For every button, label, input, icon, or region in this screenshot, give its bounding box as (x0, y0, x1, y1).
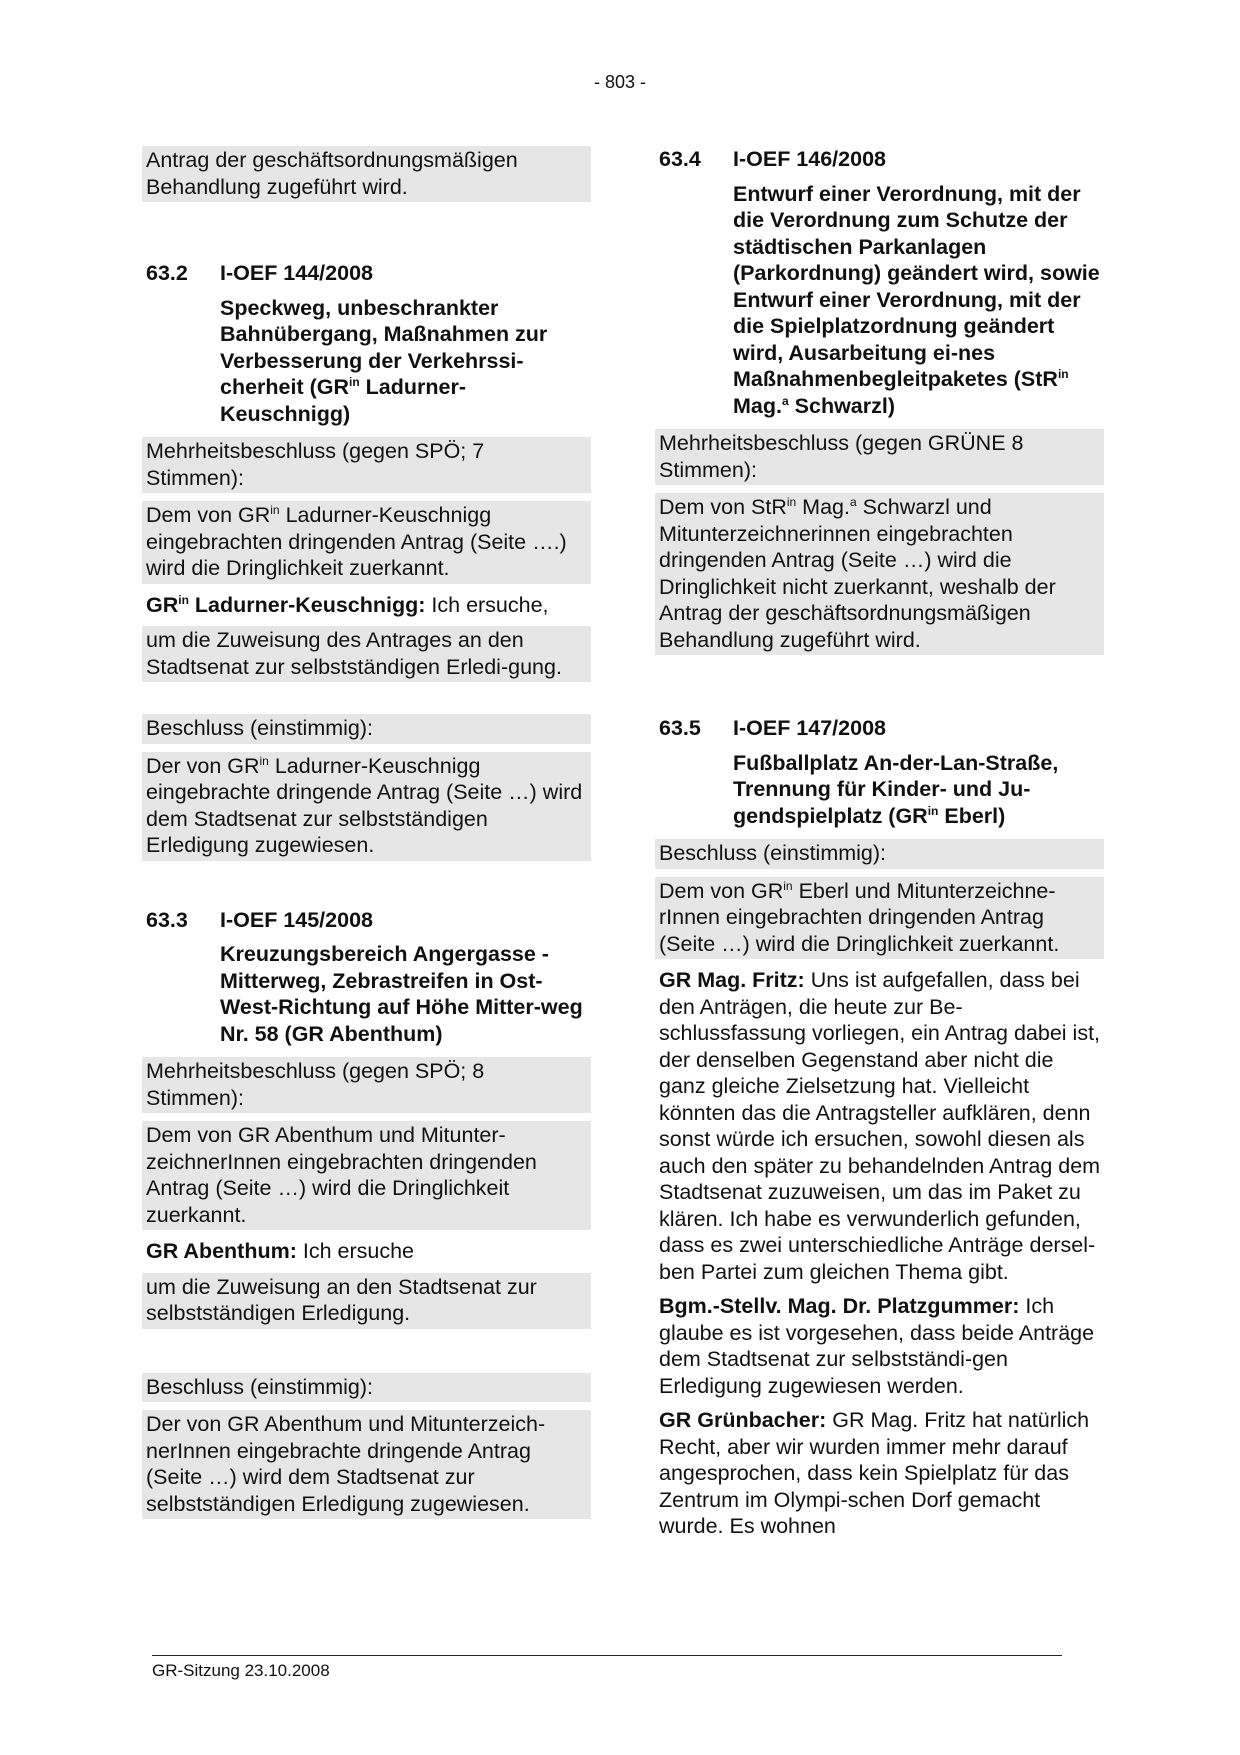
resolution-paragraph: Dem von StR$^{in}$ Mag.$^a$ Schwarzl und Mitunterzeichnerinnen eingebrachten dringenden Antrag (Seite …) wird die Dringlichkeit nicht zuerkannt, weshalb der Antrag der geschäftsordnungsmäßigen Behandlung zugeführt wird. (655, 493, 1104, 655)
page-number: - 803 - (593, 72, 647, 92)
section-title: Kreuzungsbereich Angergasse - Mitterweg, Zebrastreifen in Ost-West-Richtung auf Höhe Mitter-weg Nr. 58 (GR Abenthum) (220, 942, 583, 1046)
section-code: I-OEF 147/2008 (733, 716, 886, 740)
section-number: 63.5 (659, 716, 701, 740)
section-heading-63-4 (659, 146, 1104, 173)
section-heading-63-2 (146, 260, 591, 287)
vote-result: Mehrheitsbeschluss (gegen SPÖ; 7 Stimmen): (142, 437, 591, 493)
resolution-paragraph: Dem von $GR^{in}$ Eberl und Mitunterzeichne-rInnen eingebrachten dringenden Antrag (Seite …) wird die Dringlichkeit zuerkannt. (655, 877, 1104, 960)
speaker-statement: GR Grünbacher: GR Mag. Fritz hat natürlich Recht, aber wir wurden immer mehr darauf angesprochen, dass kein Spielplatz für das Zentrum im Olympi-schen Dorf gemacht wurde. Es wohnen (659, 1408, 1090, 1538)
left-column (146, 146, 591, 1519)
section-code: I-OEF 144/2008 (220, 261, 373, 285)
section-number: 63.4 (659, 147, 701, 171)
section-title: Speckweg, unbeschrankter Bahnübergang, Maßnahmen zur Verbesserung der Verkehrssi-cherheit ($GR^{in}$ Ladurner-Keuschnigg) (220, 295, 548, 426)
speaker-statement: $GR^{in}$ Ladurner-Keuschnigg: Ich ersuche, (146, 592, 549, 617)
resolution-paragraph: Der von GR Abenthum und Mitunterzeich-nerInnen eingebrachte dringende Antrag (Seite …) wird dem Stadtsenat zur selbstständigen Erledigung zugewiesen. (142, 1410, 591, 1519)
section-number: 63.3 (146, 907, 188, 932)
footer-rule (152, 1655, 1062, 1656)
vote-result: Mehrheitsbeschluss (gegen SPÖ; 8 Stimmen): (142, 1057, 591, 1113)
section-number: 63.2 (146, 261, 188, 285)
section-code: I-OEF 146/2008 (733, 147, 886, 171)
vote-result: Beschluss (einstimmig): (142, 714, 591, 744)
section-heading-63-5 (659, 715, 1104, 742)
vote-result: Mehrheitsbeschluss (gegen GRÜNE 8 Stimmen): (655, 429, 1104, 485)
section-code: I-OEF 145/2008 (220, 907, 373, 932)
section-title: Fußballplatz An-der-Lan-Straße, Trennung für Kinder- und Ju-gendspielplatz ($GR^{in}$ Eberl) (733, 750, 1059, 828)
resolution-paragraph: Der von $GR^{in}$ Ladurner-Keuschnigg eingebrachte dringende Antrag (Seite …) wird dem Stadtsenat zur selbstständigen Erledigung zugewiesen. (142, 752, 591, 861)
speaker-statement: GR Abenthum: Ich ersuche (146, 1239, 415, 1263)
right-column (659, 146, 1104, 1540)
footer-text: GR-Sitzung 23.10.2008 (152, 1661, 330, 1680)
section-heading-63-3 (146, 907, 591, 934)
request-paragraph: um die Zuweisung an den Stadtsenat zur selbstständigen Erledigung. (142, 1273, 591, 1329)
continuation-paragraph: Antrag der geschäftsordnungsmäßigen Behandlung zugeführt wird. (142, 146, 591, 202)
resolution-paragraph: Dem von $GR^{in}$ Ladurner-Keuschnigg eingebrachten dringenden Antrag (Seite ….) wird die Dringlichkeit zuerkannt. (142, 501, 591, 584)
section-title: Entwurf einer Verordnung, mit der die Verordnung zum Schutze der städtischen Parkanlagen (Parkordnung) geändert wird, sowie Entwurf einer Verordnung, mit der die Spielplatzordnung geändert wird, Ausarbeitung ei-nes Maßnahmenbegleitpaketes (StR$^{in}$ Mag.$^a$ Schwarzl) (733, 181, 1100, 418)
speaker-statement: Bgm.-Stellv. Mag. Dr. Platzgummer: Ich glaube es ist vorgesehen, dass beide Anträge dem Stadtsenat zur selbstständi-gen Erledigung zugewiesen werden. (659, 1294, 1095, 1398)
speaker-statement: GR Mag. Fritz: Uns ist aufgefallen, dass bei den Anträgen, die heute zur Be-schlussfassung vorliegen, ein Antrag dabei ist, der denselben Gegenstand aber nicht die ganz gleiche Zielsetzung hat. Vielleicht könnten das die Antragsteller aufklären, denn sonst würde ich ersuchen, sowohl diesen als auch den später zu behandelnden Antrag dem Stadtsenat zuzuweisen, um das im Paket zu klären. Ich habe es verwunderlich gefunden, dass es zwei unterschiedliche Anträge dersel-ben Partei zum gleichen Thema gibt. (659, 968, 1101, 1284)
vote-result: Beschluss (einstimmig): (142, 1373, 591, 1403)
vote-result: Beschluss (einstimmig): (655, 839, 1104, 869)
resolution-paragraph: Dem von GR Abenthum und Mitunter-zeichnerInnen eingebrachten dringenden Antrag (Seite …) wird die Dringlichkeit zuerkannt. (142, 1121, 591, 1230)
request-paragraph: um die Zuweisung des Antrages an den Stadtsenat zur selbstständigen Erledi-gung. (142, 626, 591, 682)
